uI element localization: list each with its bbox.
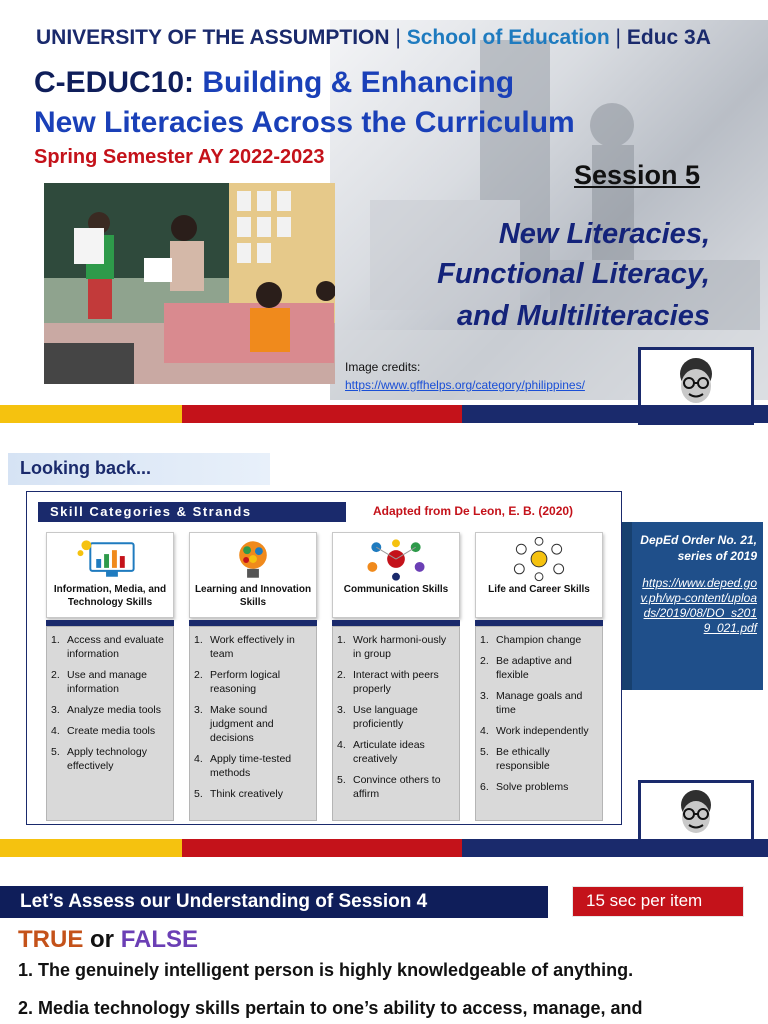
category-list (332, 626, 460, 821)
list-item: 3. Manage goals and time (480, 690, 583, 716)
list-item: 3. Analyze media tools (51, 704, 161, 716)
separator: | (615, 26, 622, 49)
false-label: FALSE (120, 926, 199, 953)
course-section: Educ 3A (626, 26, 711, 49)
list-item: 2. Be adaptive and flexible (480, 655, 572, 681)
classroom-photo (44, 183, 335, 384)
category-card (46, 532, 174, 618)
list-item: 3. Make sound judgment and decisions (194, 704, 274, 744)
course-title-line1 (34, 66, 514, 100)
looking-back-heading: Looking back... (20, 458, 152, 478)
list-item: 2. Use and manage information (51, 669, 147, 695)
monitor-chart-icon (47, 537, 173, 583)
timer-label: 15 sec per item (586, 891, 703, 910)
true-or-false-heading (18, 926, 198, 954)
category-list (46, 626, 174, 821)
category-list (189, 626, 317, 821)
category-label: Learning and Innovation Skills (194, 584, 312, 608)
semester-label: Spring Semester AY 2022-2023 (34, 146, 325, 168)
or-label: or (90, 926, 115, 953)
question-item: 1. The genuinely intelligent person is highly knowledgeable of anything. (18, 960, 634, 980)
category-label: Communication Skills (343, 584, 449, 595)
list-item: 1. Work harmoni-ously in group (337, 634, 447, 660)
course-title-line2: New Literacies Across the Curriculum (34, 106, 575, 139)
infographic-title: Skill Categories & Strands (50, 504, 252, 519)
deped-reference-box (622, 522, 763, 690)
image-credits-label: Image credits: (345, 360, 421, 374)
topic-line: New Literacies, (498, 218, 710, 250)
accent-stripe-yellow (0, 405, 182, 423)
list-item: 4. Work independently (480, 725, 589, 737)
list-item: 4. Create media tools (51, 725, 156, 737)
deped-order-link[interactable]: https://www.deped.gov.ph/wp-content/uploads/2019/08/DO_s2019_021.pdf (640, 576, 757, 635)
course-title-part1: Building & Enhancing (202, 66, 515, 99)
source-citation: Adapted from De Leon, E. B. (2020) (373, 504, 574, 518)
question-item: 2. Media technology skills pertain to one’s ability to access, manage, and (18, 998, 643, 1018)
assessment-slide (0, 862, 768, 1024)
list-item: 1. Access and evaluate information (51, 634, 164, 660)
list-item: 5. Apply technology effectively (51, 746, 147, 772)
category-label: Information, Media, and Technology Skills (53, 584, 167, 608)
list-item: 1. Work effectively in team (194, 634, 295, 660)
category-list (475, 626, 603, 821)
school-name: School of Education (406, 26, 610, 49)
category-card (189, 532, 317, 618)
list-item: 5. Be ethically responsible (480, 746, 550, 772)
list-item: 5. Convince others to affirm (337, 774, 441, 800)
session-number: Session 5 (574, 160, 701, 190)
separator: | (395, 26, 401, 49)
category-card (332, 532, 460, 618)
course-code: C-EDUC10: (34, 66, 195, 99)
accent-stripe-red (182, 839, 462, 857)
accent-stripe-navy (462, 405, 768, 423)
accent-stripe-navy (462, 839, 768, 857)
list-item: 3. Use language proficiently (337, 704, 418, 730)
people-network-icon (333, 537, 459, 583)
list-item: 6. Solve problems (480, 781, 569, 793)
category-label: Life and Career Skills (488, 584, 590, 595)
looking-back-slide (0, 430, 768, 858)
title-slide (0, 0, 768, 425)
list-item: 1. Champion change (480, 634, 582, 646)
topic-line: and Multiliteracies (456, 300, 710, 332)
list-item: 4. Apply time-tested methods (194, 753, 292, 779)
list-item: 5. Think creatively (194, 788, 283, 800)
person-hub-icon (476, 537, 602, 583)
image-credits-link[interactable]: https://www.gffhelps.org/category/philippines/ (345, 378, 585, 392)
accent-stripe-red (182, 405, 462, 423)
deped-order-title: DepEd Order No. 21, series of 2019 (640, 533, 757, 563)
list-item: 2. Perform logical reasoning (194, 669, 281, 695)
assessment-heading: Let’s Assess our Understanding of Session 4 (20, 891, 428, 912)
list-item: 4. Articulate ideas creatively (337, 739, 425, 765)
topic-line: Functional Literacy, (437, 258, 710, 290)
accent-stripe-yellow (0, 839, 182, 857)
category-card (475, 532, 603, 618)
institution-line (36, 26, 711, 50)
true-label: TRUE (18, 926, 84, 953)
lightbulb-icon (190, 537, 316, 583)
institution-name: UNIVERSITY OF THE ASSUMPTION (36, 26, 390, 49)
list-item: 2. Interact with peers properly (337, 669, 439, 695)
